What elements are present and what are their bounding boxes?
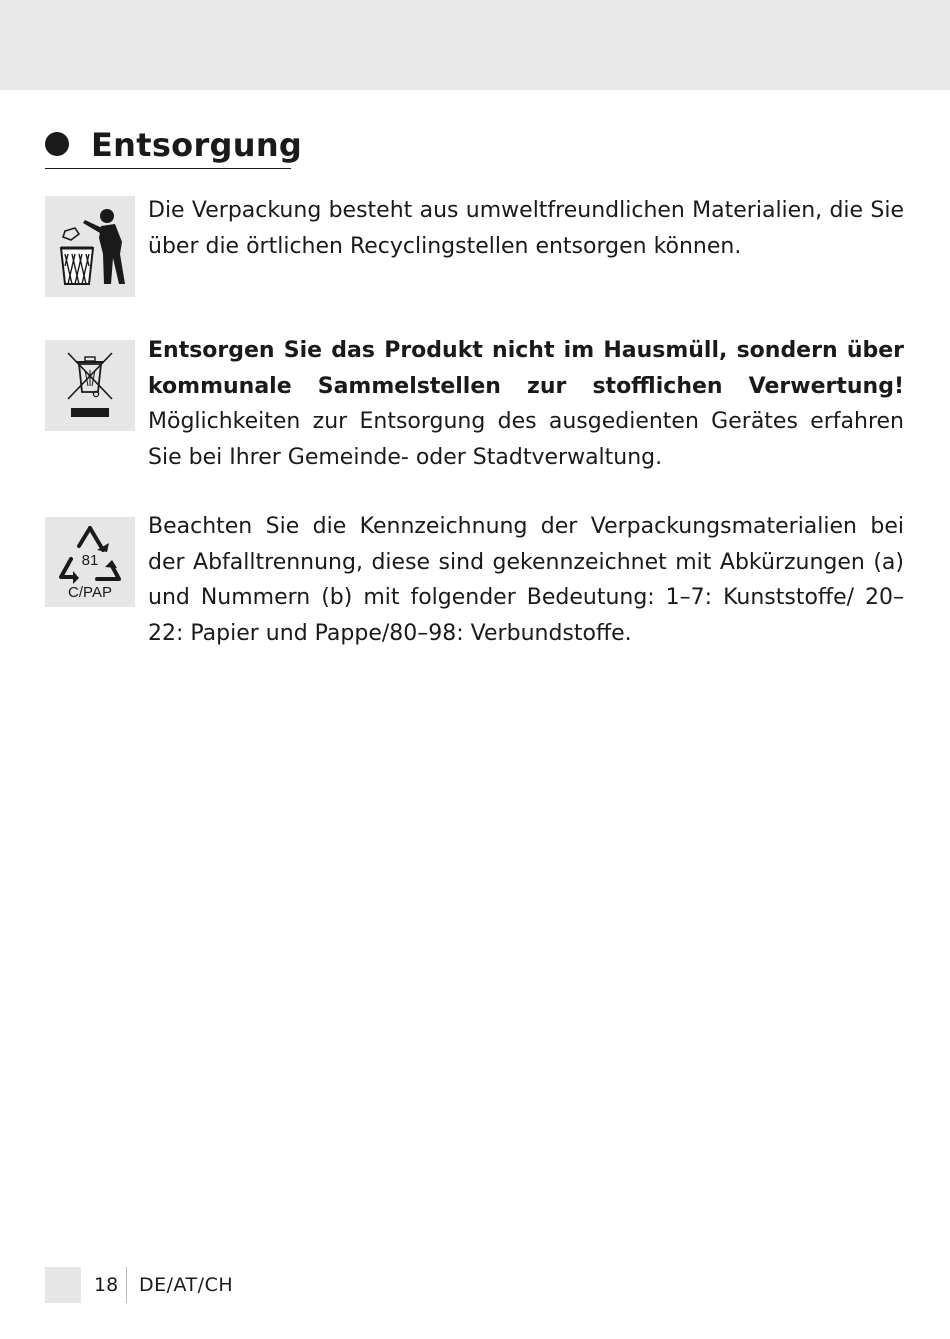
tidyman-icon (45, 196, 135, 297)
packaging-marking-text: Beachten Sie die Kennzeichnung der Verpackungsmaterialien bei der Abfalltrennung, diese sind gekennzeichnet mit Abkürzungen (a) und Nummern (b) mit folgender Bedeutung: 1–7: Kunststoffe/ 20–22: Papier und Pappe/80–98: Verbundstoffe. (148, 514, 904, 646)
page-title: Entsorgung (91, 126, 303, 164)
crossed-bin-icon (45, 340, 135, 431)
header-band (0, 0, 950, 90)
recycling-triangle-icon (45, 517, 135, 607)
weee-disposal-text (148, 333, 904, 475)
country-codes: DE/AT/CH (139, 1274, 234, 1296)
weee-warning-bold: Entsorgen Sie das Produkt nicht im Hausmüll, sondern über kommunale Sammelstellen zur stofflichen Verwertung! (148, 338, 904, 399)
weee-info-text: Möglichkeiten zur Entsorgung des ausgedienten Gerätes erfahren Sie bei Ihrer Gemeinde- oder Stadtverwaltung. (148, 409, 904, 470)
recycling-code: C/PAP (68, 584, 112, 601)
section-heading (45, 124, 303, 169)
recycling-number: 81 (81, 552, 99, 569)
page-number: 18 (94, 1274, 119, 1296)
packaging-disposal-text: Die Verpackung besteht aus umweltfreundlichen Materialien, die Sie über die örtlichen Recyclingstellen entsorgen können. (148, 198, 904, 259)
bullet-icon (45, 132, 69, 156)
footer-divider (126, 1267, 127, 1303)
footer-marker (45, 1267, 81, 1303)
